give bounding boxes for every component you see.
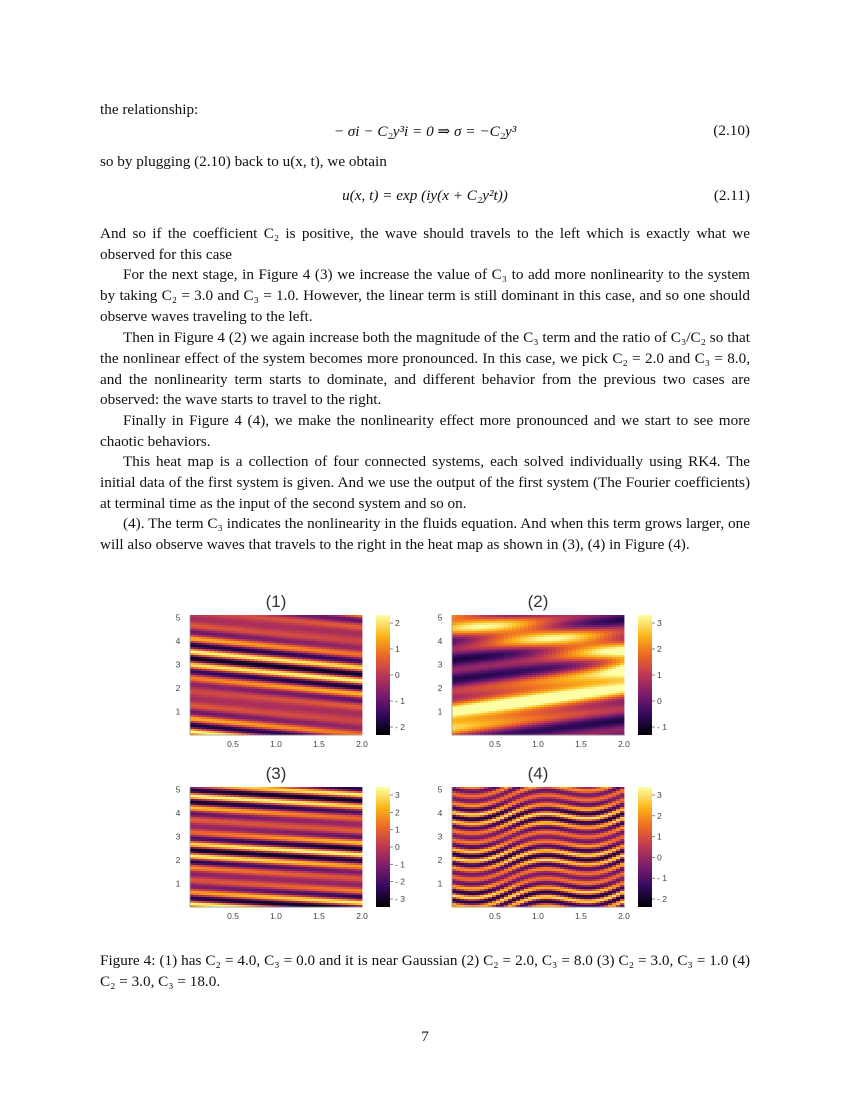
paragraph: And so if the coefficient C₂ is positive, the wave should travels to the left which is exactly what we observed for this case <box>100 225 750 263</box>
equation-number: (2.11) <box>713 187 750 204</box>
figure-heatmaps <box>150 585 670 925</box>
heatmap-grid <box>150 585 670 925</box>
equation-2-11 <box>100 187 750 207</box>
paragraph: the relationship: <box>100 101 199 118</box>
paragraph: For the next stage, in Figure 4 (3) we increase the value of C₃ to add more nonlinearity to the system by taking C₂ = 3.0 and C₃ = 1.0. However, the linear term is still dominant in this case, and so one should observe waves traveling to the left. <box>100 266 750 325</box>
equation-formula: − σi − C₂y³i = 0 ⇒ σ = −C₂y³ <box>333 123 517 140</box>
paragraph: Then in Figure 4 (2) we again increase both the magnitude of the C₃ term and the ratio of C₃/C₂ so that the nonlinear effect of the system becomes more pronounced. In this case, we pick C₂ = 2.0 and C₃ = 8.0, and the nonlinearity term starts to dominate, and different behavior from the previous two cases are observed: the wave starts to travel to the right. <box>100 329 750 409</box>
y-tick-label: 2 <box>175 682 181 693</box>
y-tick-label: 5 <box>175 612 181 623</box>
x-tick-label: 0.5 <box>227 739 239 749</box>
equation-2-10 <box>100 122 750 142</box>
x-tick-label: 1.0 <box>270 739 282 749</box>
equation-number: (2.10) <box>713 122 750 139</box>
paragraph: (4). The term C₃ indicates the nonlinearity in the fluids equation. And when this term grows larger, one will also observe waves that travels to the right in the heat map as shown in (3), (4) in Figure (4). <box>100 515 750 553</box>
heatmap-panel <box>176 592 406 749</box>
paragraph: so by plugging (2.10) back to u(x, t), we obtain <box>100 153 387 170</box>
colorbar-tick-label: 1 <box>395 644 400 654</box>
colorbar <box>376 615 390 735</box>
panel-title: (1) <box>265 592 287 611</box>
colorbar-tick-label: - 1 <box>395 696 405 706</box>
paragraph: This heat map is a collection of four connected systems, each solved individually using RK4. The initial data of the first system is given. And we use the output of the first system (The Fourier coefficients) at terminal time as the input of the second system and so on. <box>100 453 750 512</box>
equation-formula: u(x, t) = exp (iy(x + C₂y²t)) <box>342 187 508 204</box>
paragraph: Finally in Figure 4 (4), we make the nonlinearity effect more pronounced and we start to see more chaotic behaviors. <box>100 412 750 450</box>
y-tick-label: 3 <box>175 659 181 670</box>
colorbar-tick-label: 0 <box>395 670 400 680</box>
y-tick-label: 1 <box>175 706 181 717</box>
colorbar-tick-label: 2 <box>395 618 400 628</box>
y-tick-label: 4 <box>175 635 181 646</box>
x-tick-label: 1.5 <box>313 739 325 749</box>
x-tick-label: 2.0 <box>356 739 368 749</box>
heatmap-panel <box>438 592 668 749</box>
colorbar-tick-label: - 2 <box>395 722 405 732</box>
panel-title: (2) <box>527 592 549 611</box>
